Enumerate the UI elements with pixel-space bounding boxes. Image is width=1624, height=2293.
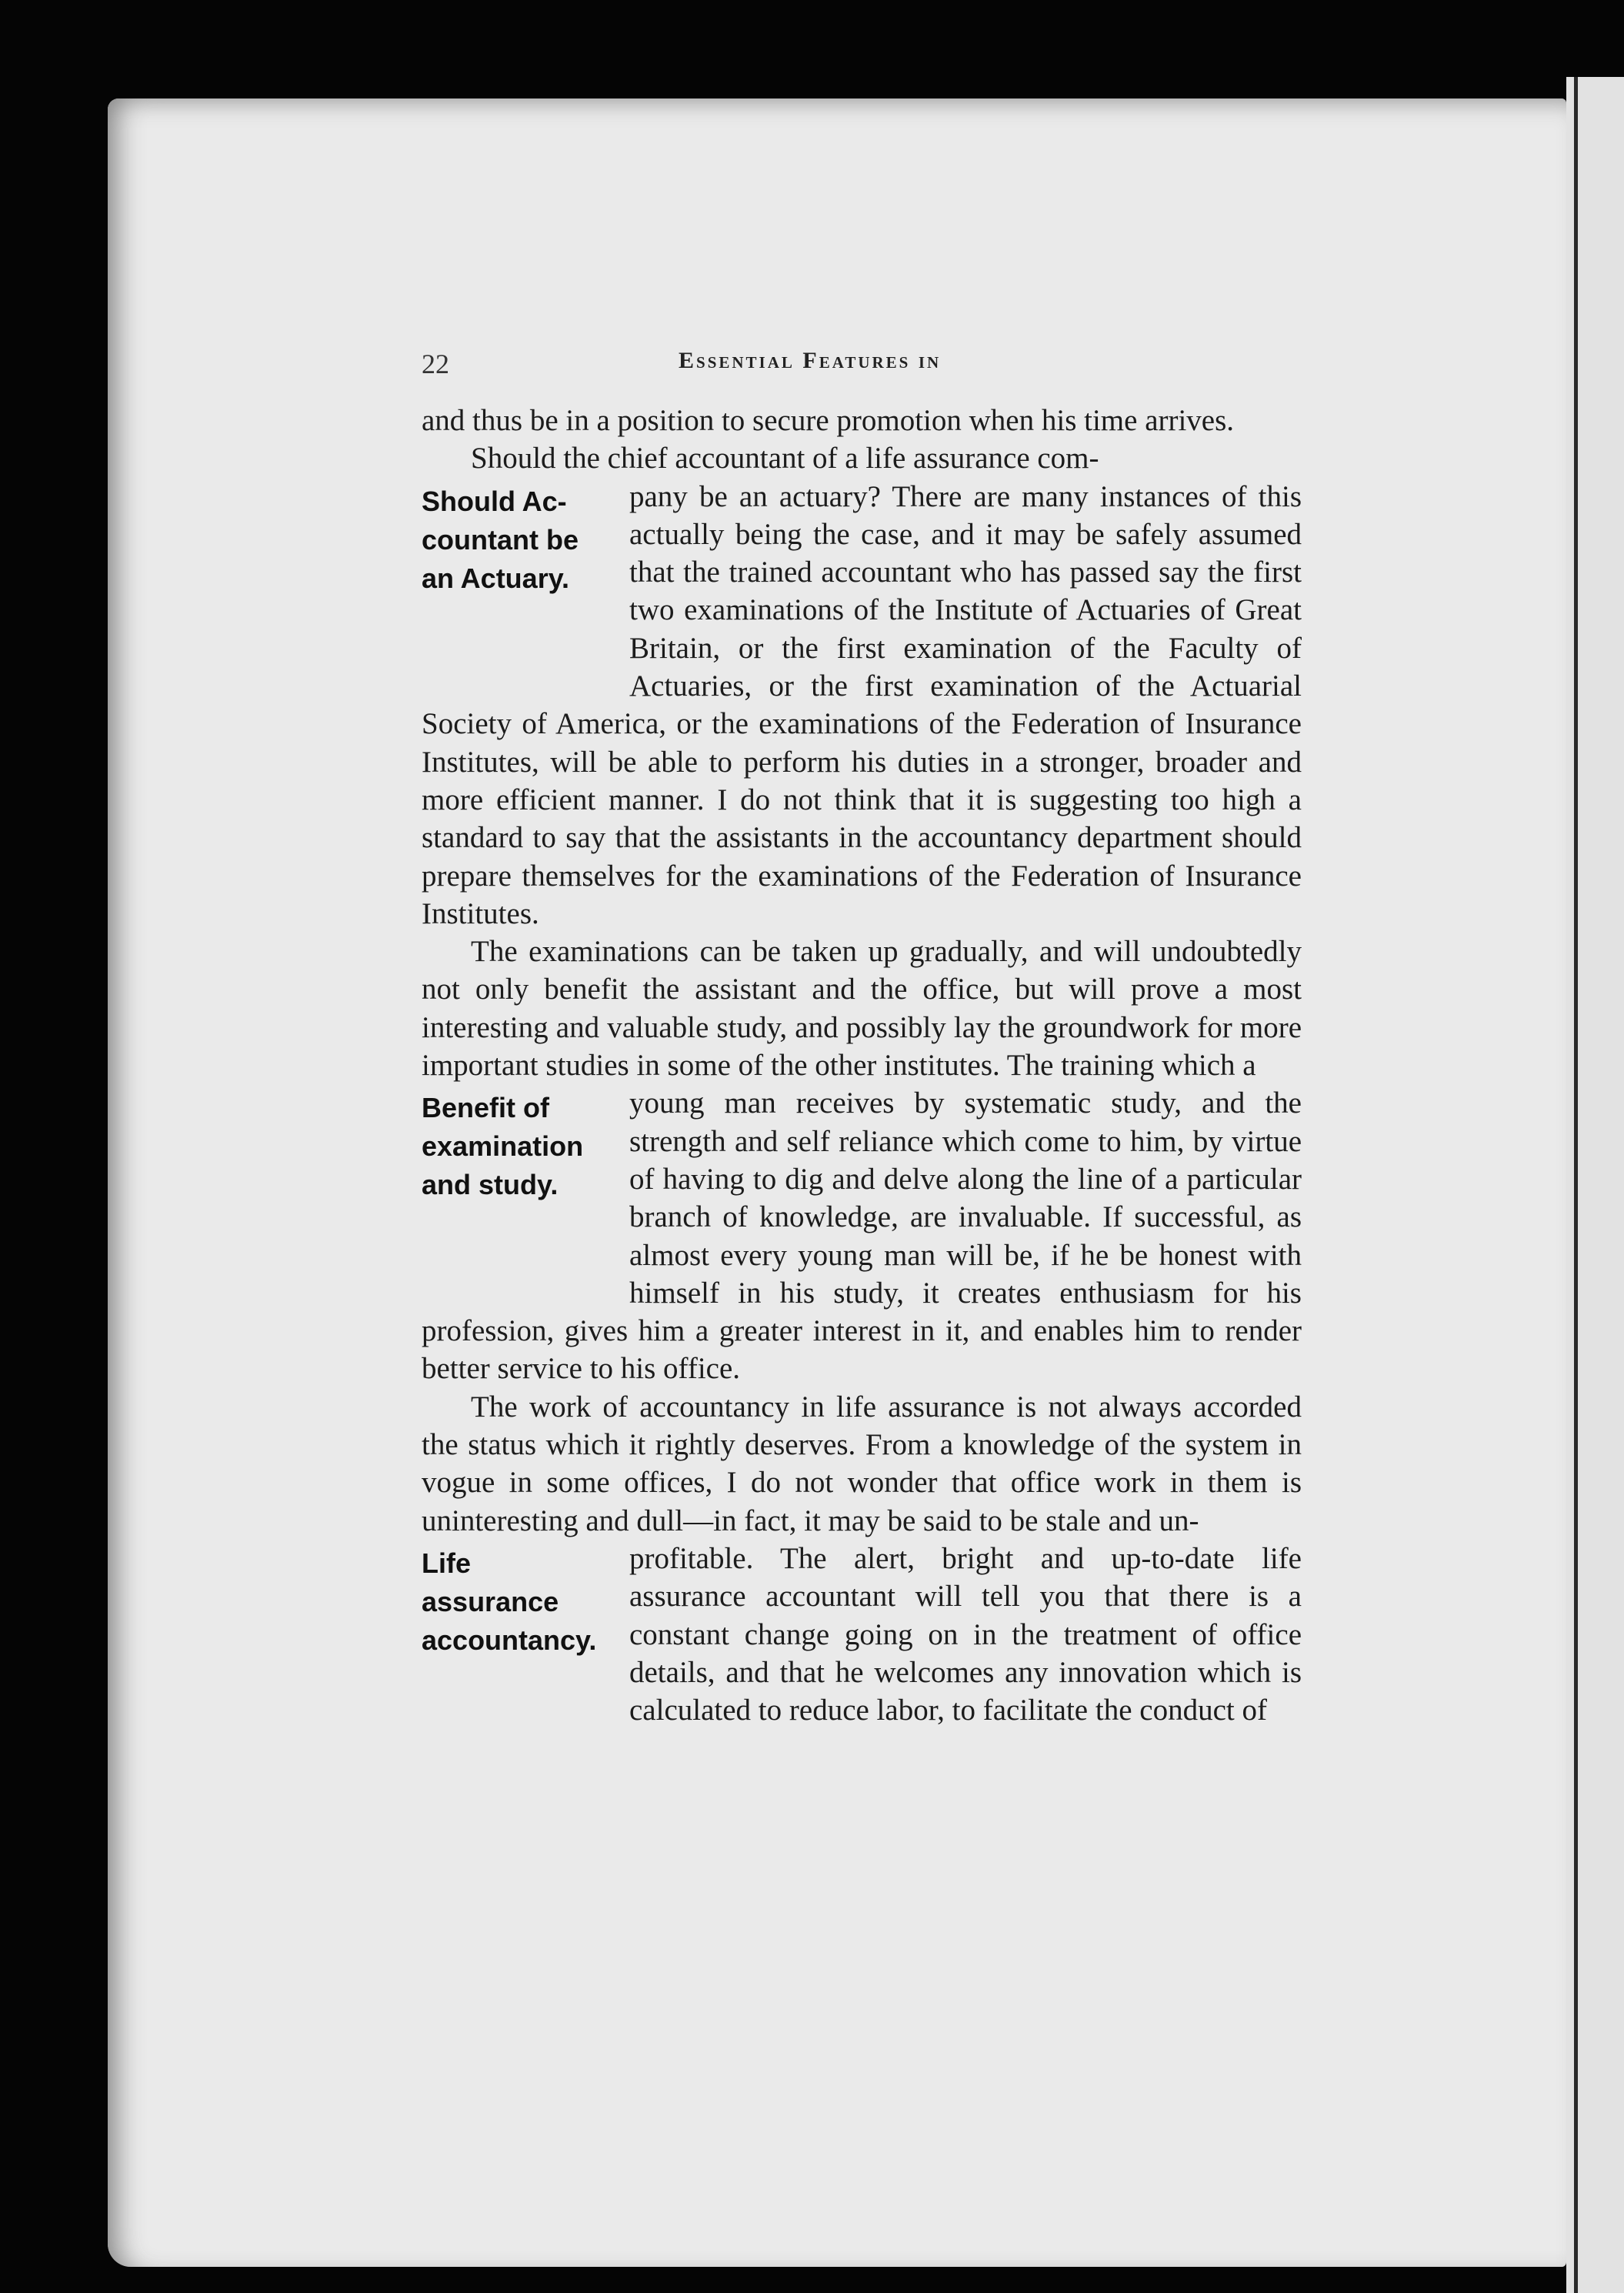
side-note-line: countant be: [422, 523, 579, 556]
side-note-line: Life: [422, 1547, 472, 1579]
running-head: Essential Features in: [679, 348, 942, 373]
side-note-should-accountant-be-actuary: [422, 482, 622, 672]
side-note-line: an Actuary.: [422, 562, 570, 594]
facing-page-edge: [1566, 77, 1624, 2293]
side-note-life-assurance-accountancy: [422, 1544, 622, 1734]
paragraph: pany be an actuary? There are many instances of this actually being the case, and it may be safely assumed that the trained accountant who has passed say the first two examinations of the Institute of Actuaries of Great Britain, or the first examination of the Faculty of Actuaries, or the first examination of the Actuarial Society of America, or the examinations of the Federation of Insurance Institutes, will be able to perform his duties in a stronger, broader and more efficient manner. I do not think that it is suggesting too high a standard to say that the assistants in the accountancy department should prepare themselves for the examinations of the Federation of Insurance Institutes.: [422, 479, 1302, 930]
paragraph: profitable. The alert, bright and up-to-date life assurance accountant will tell you that there is a constant change going on in the treatment of office details, and that he welcomes any innovation which is calculated to reduce labor, to facilitate the conduct of: [629, 1541, 1302, 1727]
paragraph: The work of accountancy in life assurance is not always accorded the status which it rightly deserves. From a knowledge of the system in vogue in some offices, I do not wonder that office work in them is uninteresting and dull—in fact, it may be said to be stale and un-: [422, 1390, 1302, 1537]
paragraph: young man receives by systematic study, and the strength and self reliance which come to him, by virtue of having to dig and delve along the line of a particular branch of knowledge, are invaluable. If successful, as almost every young man will be, if he be honest with himself in his study, it creates enthusiasm for his profession, gives him a greater interest in it, and enables him to render better service to his office.: [422, 1086, 1302, 1386]
paragraph: The examinations can be taken up gradually, and will undoubtedly not only benefit the assistant and the office, but will prove a most interesting and valuable study, and possibly lay the groundwork for more important studies in some of the other institutes. The training which a: [422, 935, 1302, 1083]
side-note-line: assurance: [422, 1585, 559, 1617]
page-header: [422, 348, 1306, 382]
side-note-line: examination: [422, 1130, 584, 1163]
side-note-line: accountancy.: [422, 1624, 597, 1656]
side-note-line: Benefit of: [422, 1092, 549, 1124]
body-text: [422, 402, 1302, 1734]
side-note-line: Should Ac-: [422, 485, 567, 517]
side-note-line: and study.: [422, 1169, 559, 1201]
page-number: 22: [422, 349, 449, 379]
side-note-benefit-of-examination: [422, 1089, 622, 1278]
paragraph-lead: Should the chief accountant of a life assurance com-: [471, 442, 1099, 476]
paragraph: and thus be in a position to secure promotion when his time arrives.: [422, 404, 1235, 437]
